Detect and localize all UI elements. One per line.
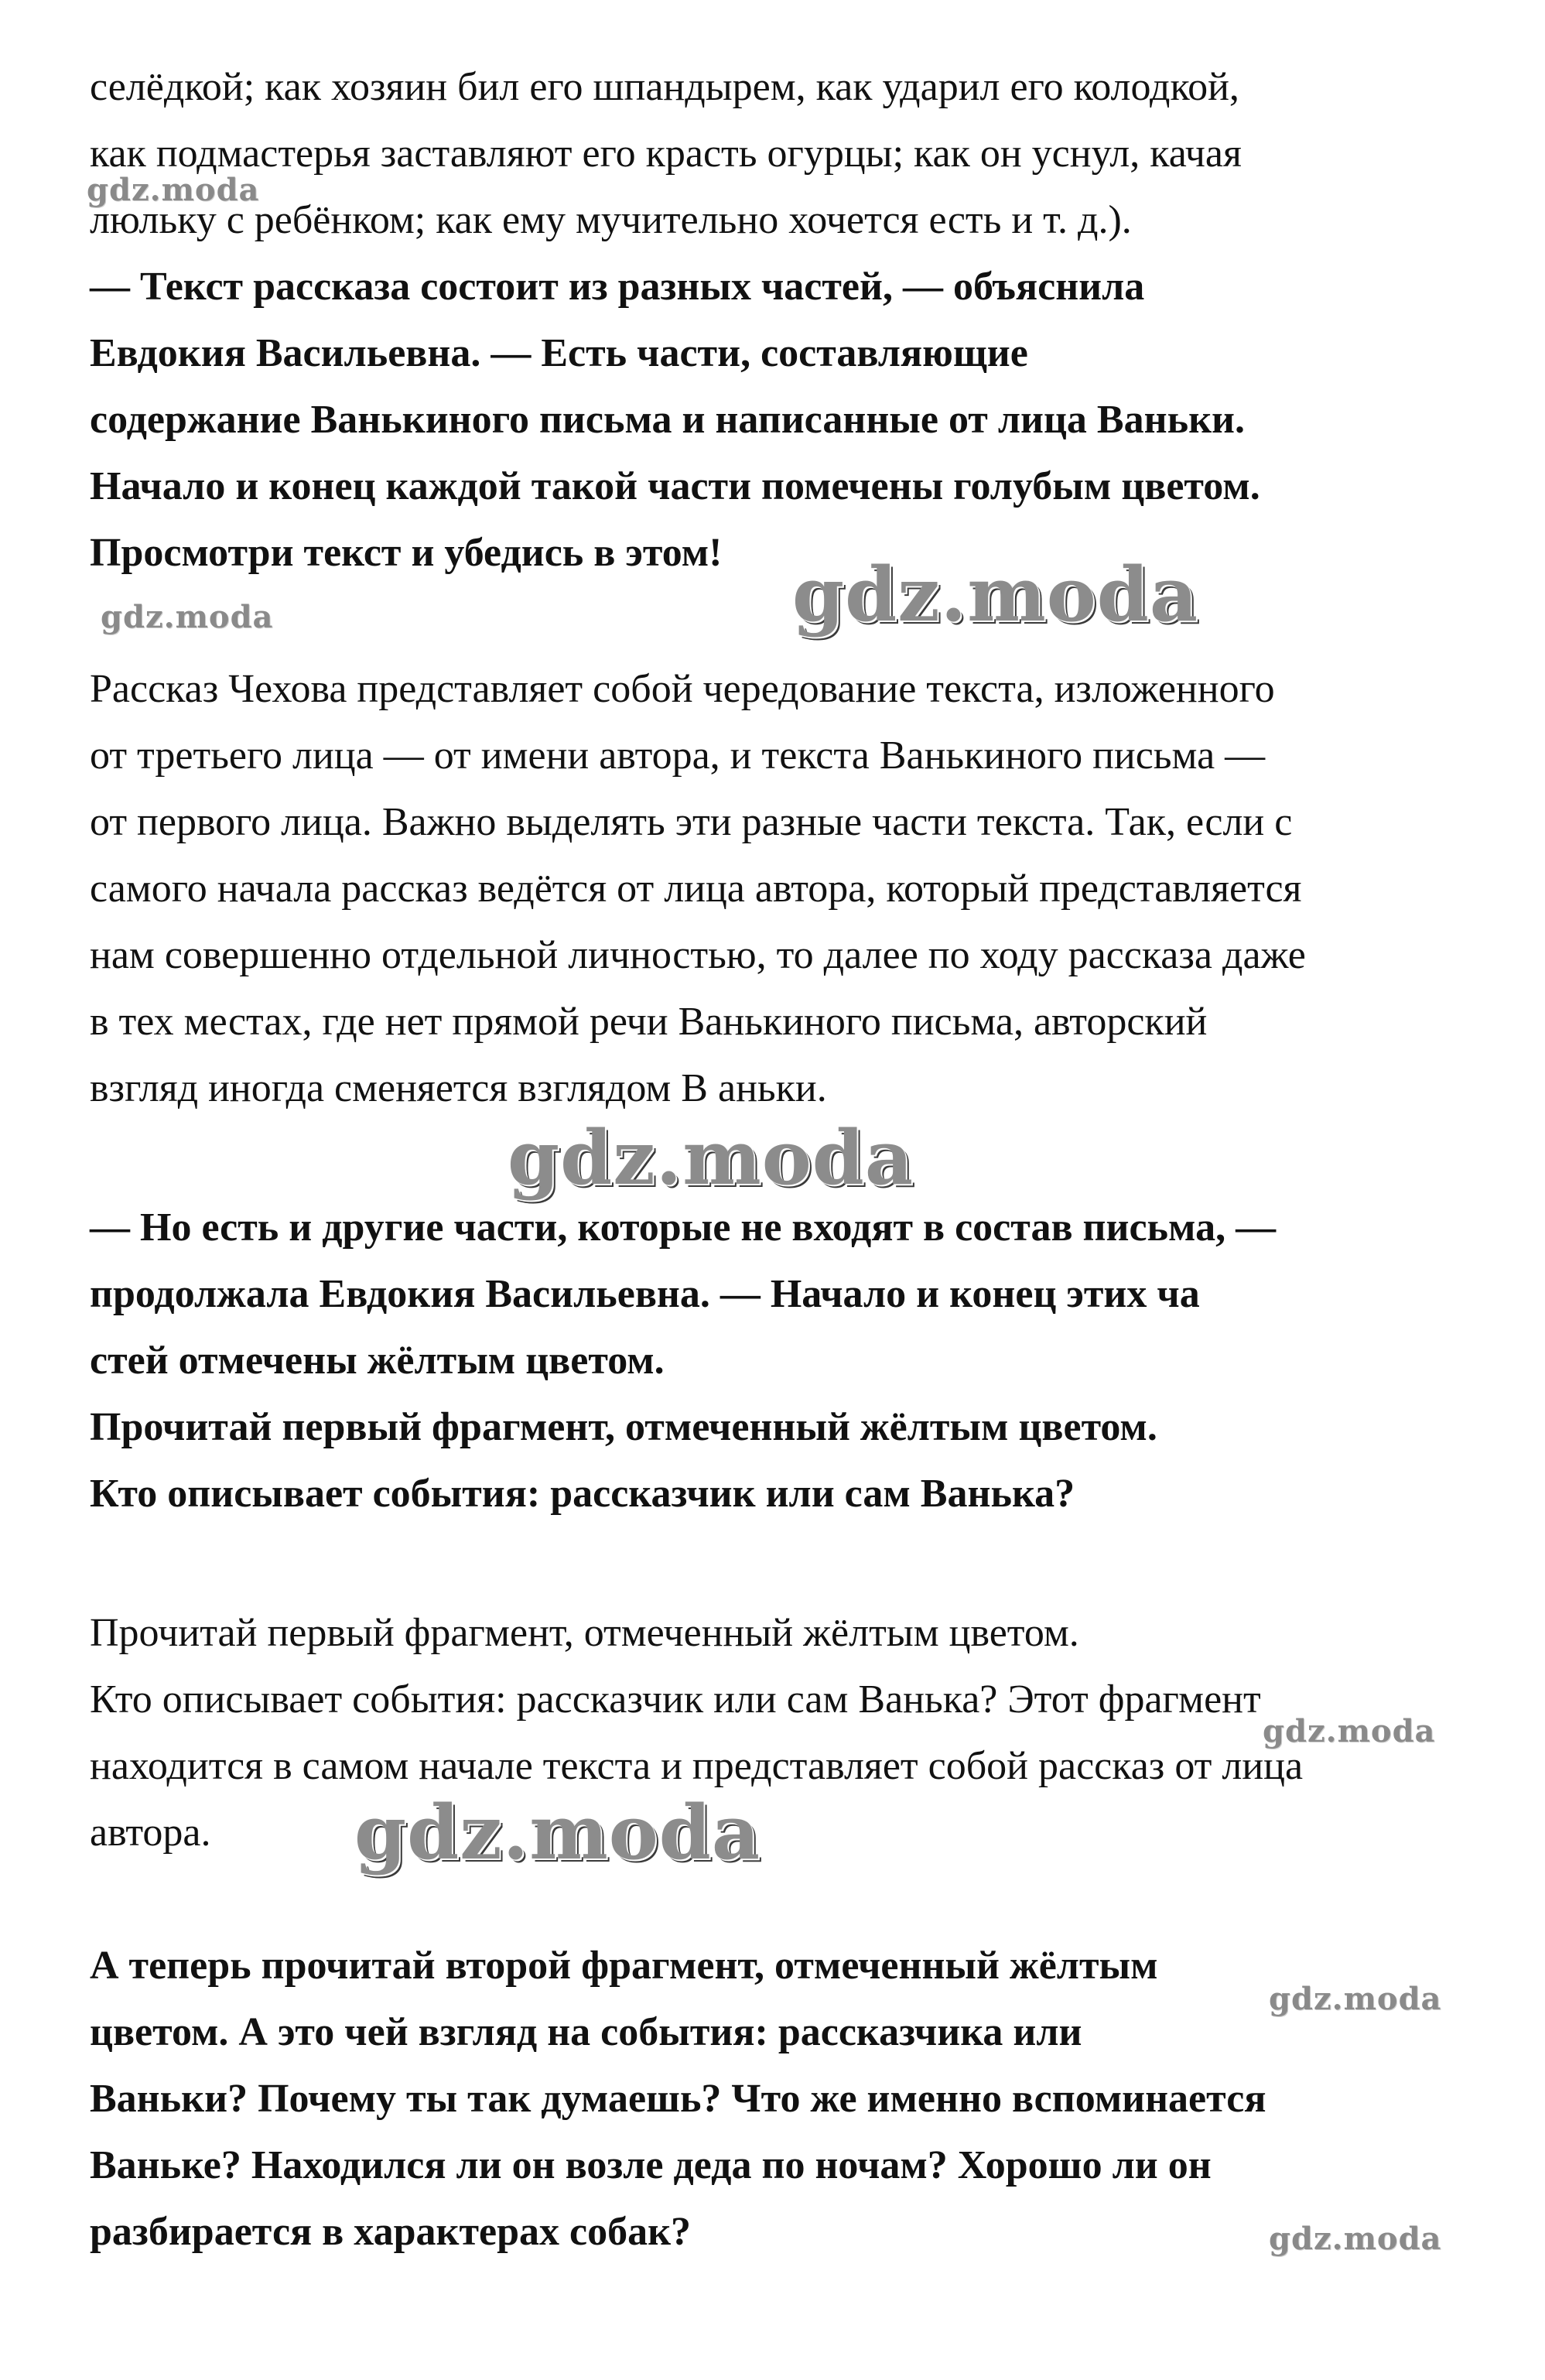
text-line: самого начала рассказ ведётся от лица автора, который представляется: [90, 867, 1302, 911]
text-line: как подмастерья заставляют его красть огурцы; как он уснул, качая: [90, 132, 1242, 176]
text-line: нам совершенно отдельной личностью, то далее по ходу рассказа даже: [90, 933, 1306, 977]
bold-text-line: стей отмечены жёлтым цветом.: [90, 1339, 665, 1383]
text-line: Прочитай первый фрагмент, отмеченный жёлтым цветом.: [90, 1611, 1079, 1655]
bold-text-line: Начало и конец каждой такой части помечены голубым цветом.: [90, 464, 1260, 508]
text-line: селёдкой; как хозяин бил его шпандырем, как ударил его колодкой,: [90, 65, 1239, 109]
text-line: люльку с ребёнком; как ему мучительно хочется есть и т. д.).: [90, 198, 1132, 242]
bold-text-line: Ваньке? Находился ли он возле деда по ночам? Хорошо ли он: [90, 2143, 1212, 2187]
bold-text-line: содержание Ванькиного письма и написанные от лица Ваньки.: [90, 398, 1245, 442]
watermark-large: gdz.moda: [508, 1114, 914, 1202]
text-line: в тех местах, где нет прямой речи Ванькиного письма, авторский: [90, 1000, 1208, 1044]
watermark-small: gdz.moda: [87, 172, 260, 208]
watermark-large: gdz.moda: [792, 551, 1199, 638]
bold-text-line: Кто описывает события: рассказчик или сам Ванька?: [90, 1472, 1075, 1516]
bold-text-line: — Но есть и другие части, которые не входят в состав письма, —: [90, 1205, 1277, 1250]
text-line: от первого лица. Важно выделять эти разные части текста. Так, если с: [90, 800, 1293, 844]
text-line: Кто описывает события: рассказчик или сам Ванька? Этот фрагмент: [90, 1677, 1261, 1722]
text-line: находится в самом начале текста и представляет собой рассказ от лица: [90, 1744, 1304, 1788]
watermark-small: gdz.moda: [1269, 1981, 1442, 2017]
watermark-large: gdz.moda: [354, 1789, 761, 1876]
text-line: автора.: [90, 1811, 211, 1855]
bold-text-line: разбирается в характерах собак?: [90, 2210, 692, 2254]
bold-text-line: продолжала Евдокия Васильевна. — Начало и конец этих ча: [90, 1272, 1200, 1316]
bold-text-line: Евдокия Васильевна. — Есть части, составляющие: [90, 331, 1028, 375]
watermark-small: gdz.moda: [1269, 2221, 1442, 2257]
bold-text-line: Просмотри текст и убедись в этом!: [90, 531, 723, 575]
text-line: от третьего лица — от имени автора, и текста Ванькиного письма —: [90, 733, 1266, 778]
watermark-small: gdz.moda: [101, 599, 274, 635]
bold-text-line: Прочитай первый фрагмент, отмеченный жёлтым цветом.: [90, 1405, 1157, 1449]
watermark-small: gdz.moda: [1263, 1713, 1436, 1749]
bold-text-line: Ваньки? Почему ты так думаешь? Что же именно вспоминается: [90, 2077, 1266, 2121]
bold-text-line: цветом. А это чей взгляд на события: рассказчика или: [90, 2010, 1082, 2054]
bold-text-line: А теперь прочитай второй фрагмент, отмеченный жёлтым: [90, 1944, 1158, 1988]
text-line: Рассказ Чехова представляет собой чередование текста, изложенного: [90, 667, 1275, 711]
bold-text-line: — Текст рассказа состоит из разных частей, — объяснила: [90, 265, 1145, 309]
text-line: взгляд иногда сменяется взглядом В аньки.: [90, 1066, 827, 1110]
